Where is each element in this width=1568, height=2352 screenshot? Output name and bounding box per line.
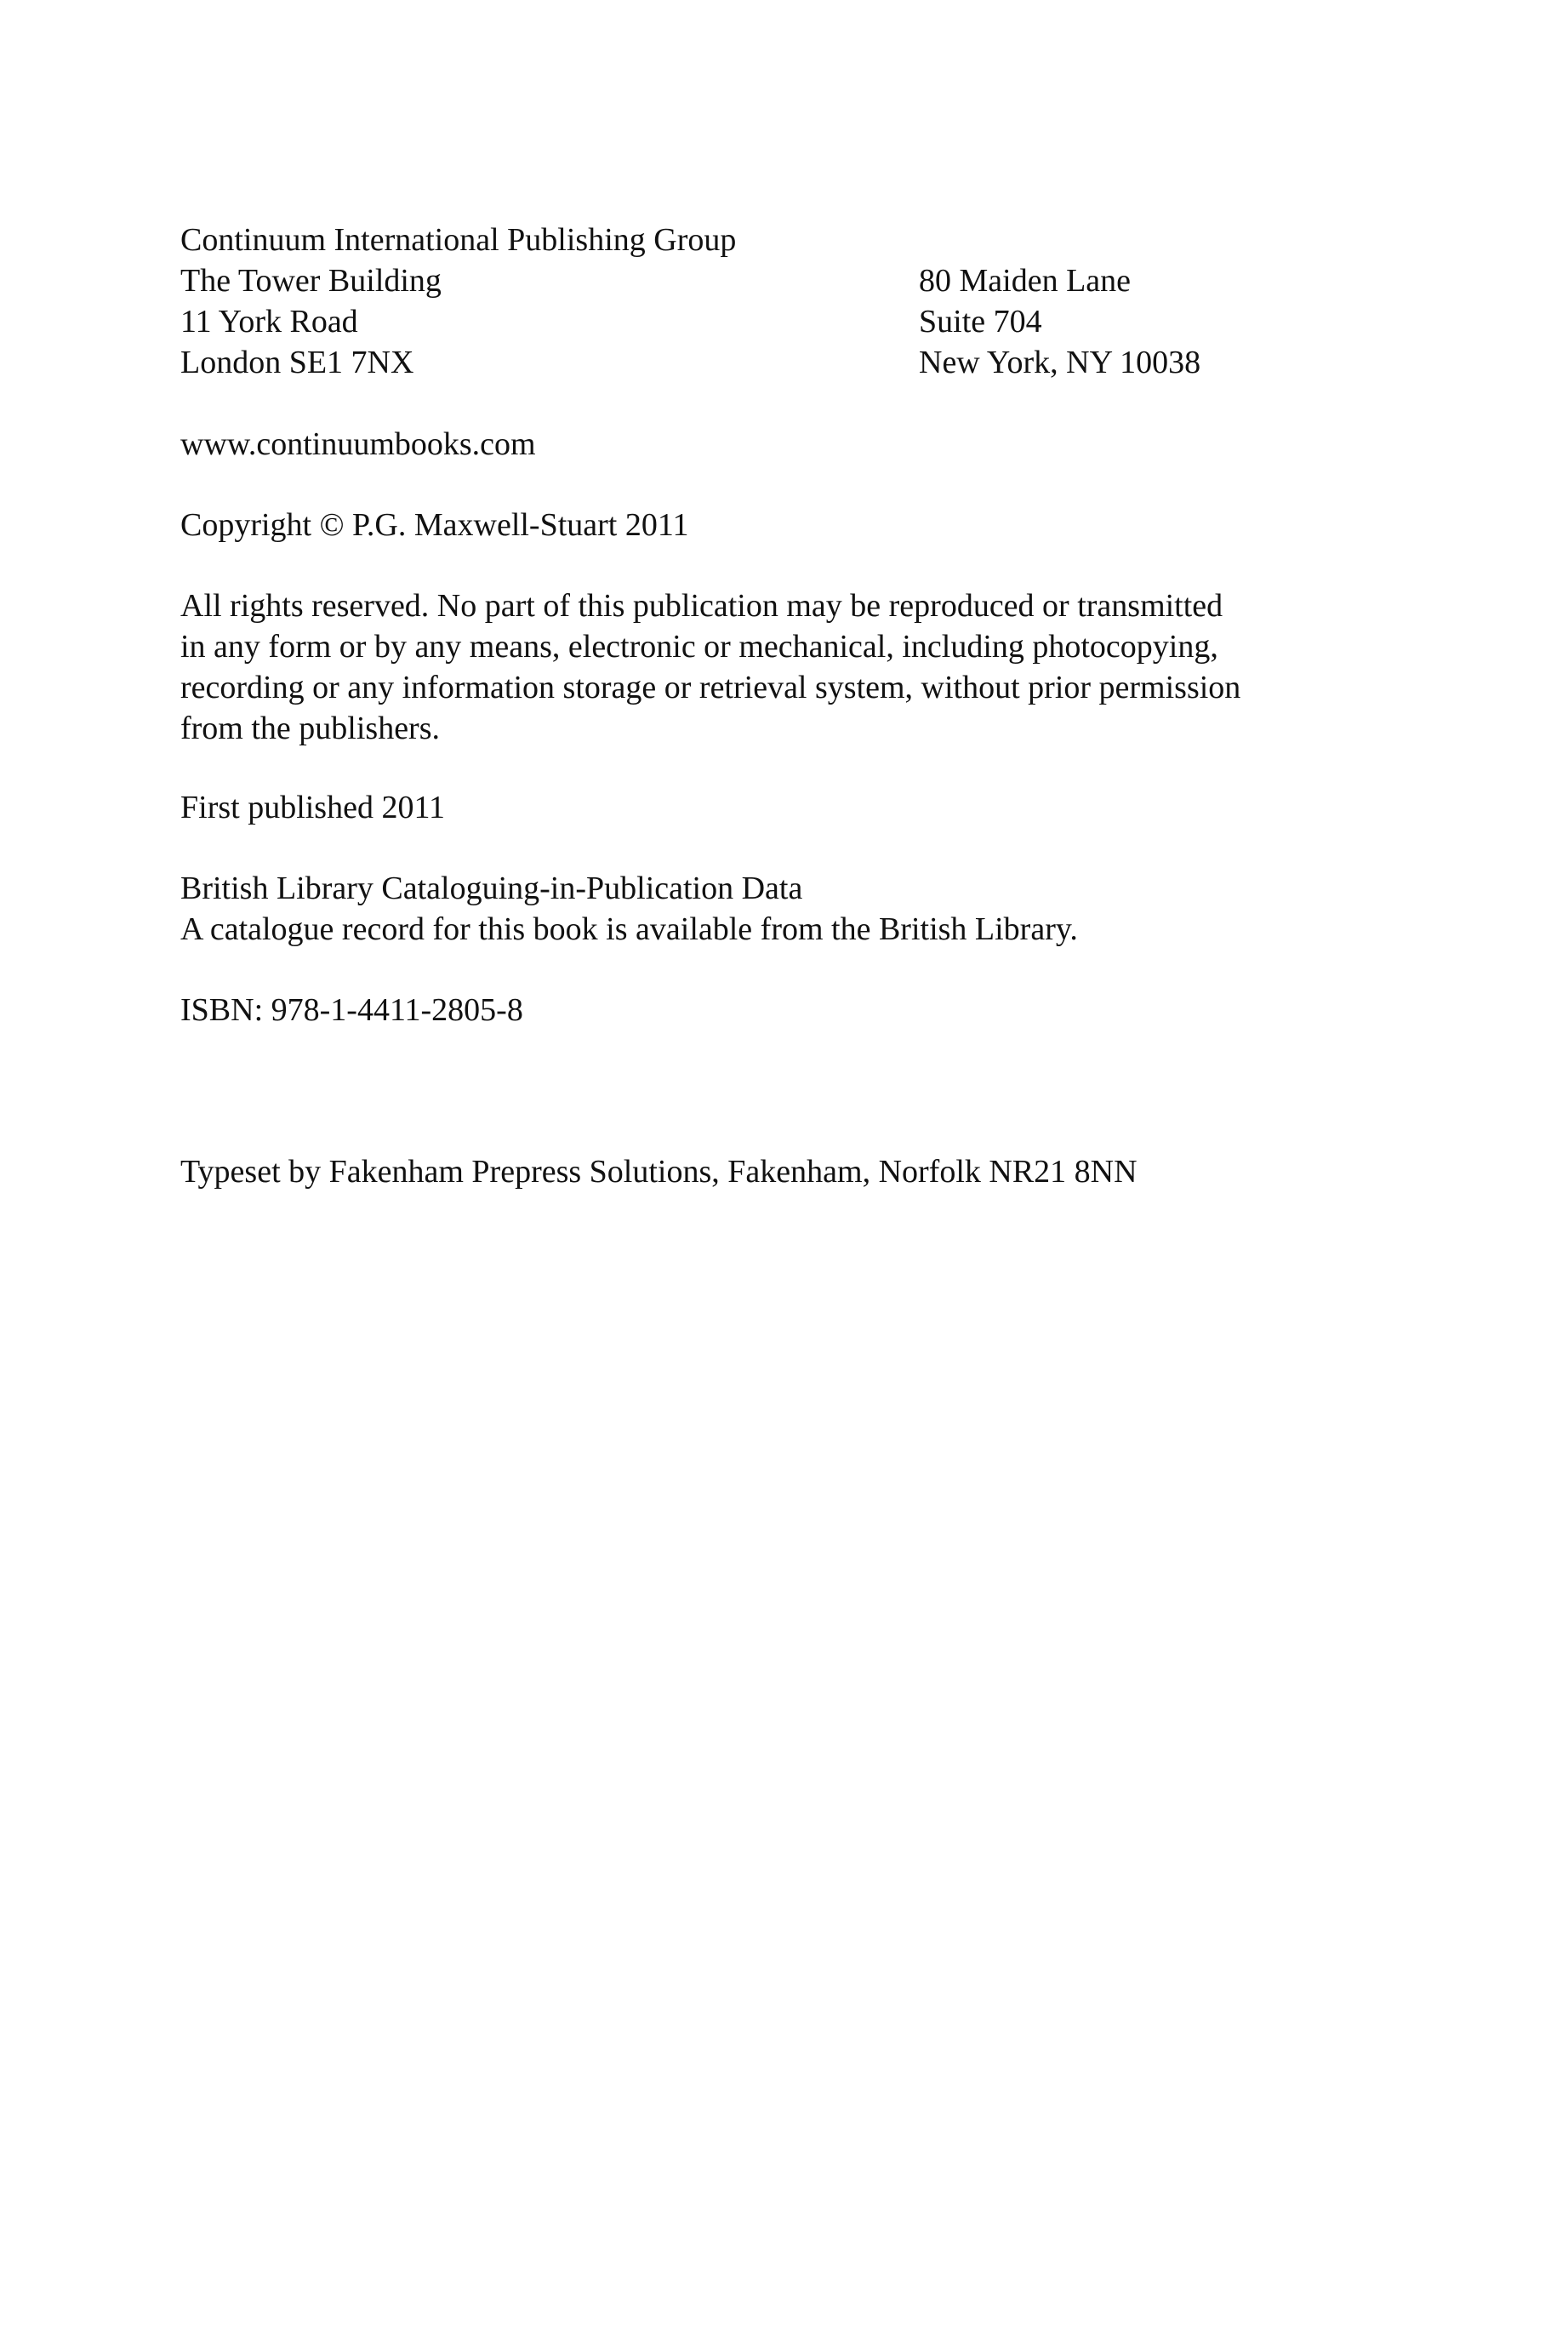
uk-address-line: London SE1 7NX — [180, 345, 414, 380]
cataloguing-line: British Library Cataloguing-in-Publication Data — [180, 871, 803, 906]
rights-line: recording or any information storage or retrieval system, without prior permission — [180, 670, 1241, 705]
rights-line: from the publishers. — [180, 711, 441, 746]
cataloguing-line: A catalogue record for this book is available from the British Library. — [180, 911, 1078, 947]
first-published: First published 2011 — [180, 790, 446, 825]
copyright-notice: Copyright © P.G. Maxwell-Stuart 2011 — [180, 507, 689, 543]
us-address-line: 80 Maiden Lane — [919, 263, 1132, 299]
typeset-credit: Typeset by Fakenham Prepress Solutions, Fakenham, Norfolk NR21 8NN — [180, 1154, 1138, 1190]
us-address-line: New York, NY 10038 — [919, 345, 1201, 380]
publisher-us-address — [919, 260, 1200, 383]
publisher-uk-address — [180, 220, 736, 383]
publisher-name: Continuum International Publishing Group — [180, 222, 737, 258]
rights-statement — [180, 585, 1240, 749]
uk-address-line: 11 York Road — [180, 304, 358, 340]
uk-address-line: The Tower Building — [180, 263, 442, 299]
rights-line: All rights reserved. No part of this publication may be reproduced or transmitted — [180, 588, 1223, 624]
website-url: www.continuumbooks.com — [180, 426, 536, 462]
cataloguing-data — [180, 868, 1078, 950]
rights-line: in any form or by any means, electronic or mechanical, including photocopying, — [180, 629, 1218, 665]
us-address-line: Suite 704 — [919, 304, 1042, 340]
isbn: ISBN: 978-1-4411-2805-8 — [180, 992, 523, 1028]
